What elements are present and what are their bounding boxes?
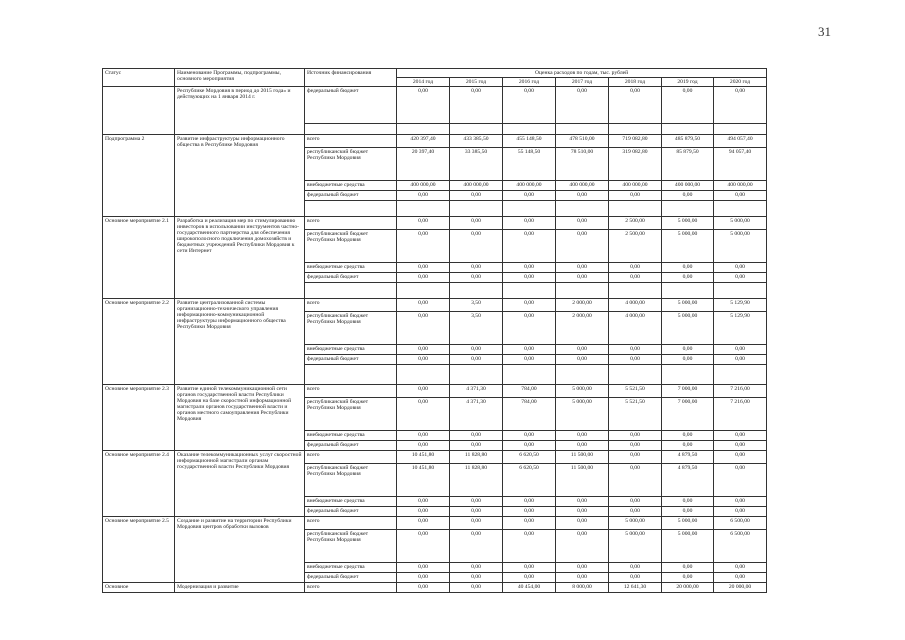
row-value: 0,00: [503, 563, 556, 573]
row-value: 400 000,00: [397, 181, 450, 191]
row-source: внебюджетные средства: [305, 497, 397, 507]
row-value: 0,00: [556, 345, 609, 355]
row-value: 5 000,00: [662, 299, 714, 312]
row-value: 0,00: [556, 563, 609, 573]
row-value: 0,00: [450, 345, 503, 355]
row-value: 7 216,00: [714, 385, 767, 398]
row-value: 0,00: [662, 497, 714, 507]
row-value: 0,00: [450, 517, 503, 530]
budget-body: [103, 87, 767, 593]
row-value: 55 148,50: [503, 148, 556, 181]
row-value: 0,00: [714, 464, 767, 497]
row-value: 0,00: [714, 273, 767, 283]
row-value: 0,00: [397, 345, 450, 355]
row-value: 33 385,50: [450, 148, 503, 181]
spacer-cell: [556, 365, 609, 385]
row-value: 0,00: [503, 441, 556, 451]
row-value: 0,00: [609, 563, 662, 573]
row-value: 20 397,40: [397, 148, 450, 181]
row-value: 0,00: [556, 517, 609, 530]
row-value: 0,00: [397, 583, 450, 593]
row-value: 0,00: [450, 583, 503, 593]
spacer-cell: [503, 365, 556, 385]
row-value: 5 129,90: [714, 299, 767, 312]
row-value: 0,00: [503, 273, 556, 283]
row-value: 719 082,80: [609, 135, 662, 148]
row-source: федеральный бюджет: [305, 273, 397, 283]
spacer-cell: [609, 124, 662, 135]
row-value: 10 451,80: [397, 464, 450, 497]
row-value: 5 000,00: [662, 312, 714, 345]
row-value: 40 454,00: [503, 583, 556, 593]
row-value: 0,00: [503, 217, 556, 230]
row-value: 0,00: [662, 345, 714, 355]
row-value: 0,00: [503, 263, 556, 273]
header-name: Наименование Программы, подпрограммы, основного мероприятия: [175, 69, 305, 87]
row-value: 400 000,00: [714, 181, 767, 191]
row-value: 0,00: [609, 273, 662, 283]
row-value: 7 000,00: [662, 385, 714, 398]
row-value: 0,00: [714, 345, 767, 355]
header-year: 2017 год: [556, 78, 609, 87]
row-source: внебюджетные средства: [305, 431, 397, 441]
row-value: 0,00: [609, 191, 662, 201]
row-value: 0,00: [450, 441, 503, 451]
row-status: Основное мероприятие 2.2: [103, 299, 175, 385]
row-value: 0,00: [397, 530, 450, 563]
row-source: всего: [305, 299, 397, 312]
row-value: 0,00: [609, 431, 662, 441]
spacer-cell: [450, 201, 503, 217]
row-value: 0,00: [397, 263, 450, 273]
row-value: 4 879,50: [662, 464, 714, 497]
row-status: Основное мероприятие 2.4: [103, 451, 175, 517]
row-source: федеральный бюджет: [305, 507, 397, 517]
row-source: республиканский бюджет Республики Мордовия: [305, 530, 397, 563]
row-value: 0,00: [397, 398, 450, 431]
row-value: 0,00: [714, 451, 767, 464]
row-value: 0,00: [503, 355, 556, 365]
row-value: 0,00: [450, 507, 503, 517]
row-source: внебюджетные средства: [305, 563, 397, 573]
spacer-cell: [662, 365, 714, 385]
row-value: 0,00: [450, 573, 503, 583]
header-year: 2018 год: [609, 78, 662, 87]
row-status: Подпрограмма 2: [103, 135, 175, 217]
row-value: 0,00: [397, 385, 450, 398]
row-status: [103, 87, 175, 135]
row-source: федеральный бюджет: [305, 441, 397, 451]
row-source: федеральный бюджет: [305, 573, 397, 583]
row-source: федеральный бюджет: [305, 87, 397, 124]
row-value: 0,00: [503, 230, 556, 263]
budget-table: [102, 68, 767, 593]
row-value: 5 000,00: [662, 230, 714, 263]
row-source: внебюджетные средства: [305, 181, 397, 191]
spacer-cell: [609, 365, 662, 385]
row-value: 0,00: [556, 230, 609, 263]
spacer-cell: [609, 201, 662, 217]
row-value: 0,00: [714, 87, 767, 124]
row-value: 6 620,50: [503, 451, 556, 464]
row-value: 0,00: [609, 507, 662, 517]
row-source: всего: [305, 385, 397, 398]
row-name: Развитие централизованной системы организационно-технического управления информационно-коммуникационной инфраструктуры информационного общества Республики Мордовия: [175, 299, 305, 385]
row-value: 478 510,00: [556, 135, 609, 148]
spacer-cell: [609, 283, 662, 299]
row-value: 0,00: [609, 464, 662, 497]
row-value: 2 500,00: [609, 230, 662, 263]
row-value: 11 828,80: [450, 464, 503, 497]
row-value: 0,00: [503, 312, 556, 345]
row-value: 0,00: [503, 431, 556, 441]
row-value: 5 000,00: [609, 530, 662, 563]
row-value: 0,00: [397, 517, 450, 530]
row-value: 400 000,00: [556, 181, 609, 191]
row-name: Модернизация и развитие: [175, 583, 305, 593]
row-value: 0,00: [503, 517, 556, 530]
row-value: 0,00: [450, 217, 503, 230]
row-value: 0,00: [450, 191, 503, 201]
row-value: 0,00: [662, 191, 714, 201]
spacer-cell: [556, 283, 609, 299]
spacer-cell: [503, 283, 556, 299]
row-value: 0,00: [662, 507, 714, 517]
row-value: 0,00: [556, 191, 609, 201]
row-value: 0,00: [556, 273, 609, 283]
row-value: 0,00: [714, 355, 767, 365]
row-value: 0,00: [450, 87, 503, 124]
row-name: Республике Мордовия в период до 2015 года» и действующих на 1 января 2014 г.: [175, 87, 305, 135]
row-source: республиканский бюджет Республики Мордовия: [305, 398, 397, 431]
row-value: 94 057,40: [714, 148, 767, 181]
row-value: 2 000,00: [556, 312, 609, 345]
row-source: республиканский бюджет Республики Мордовия: [305, 148, 397, 181]
row-source: республиканский бюджет Республики Мордовия: [305, 230, 397, 263]
row-value: 784,00: [503, 398, 556, 431]
spacer-cell: [305, 201, 397, 217]
header-year: 2016 год: [503, 78, 556, 87]
row-value: 0,00: [503, 299, 556, 312]
row-status: Основное: [103, 583, 175, 593]
row-value: 11 500,00: [556, 451, 609, 464]
row-source: всего: [305, 135, 397, 148]
row-value: 0,00: [662, 563, 714, 573]
row-value: 5 000,00: [556, 385, 609, 398]
row-value: 0,00: [397, 431, 450, 441]
row-status: Основное мероприятие 2.3: [103, 385, 175, 451]
row-value: 0,00: [503, 345, 556, 355]
row-value: 0,00: [503, 530, 556, 563]
spacer-cell: [714, 365, 767, 385]
spacer-cell: [450, 365, 503, 385]
row-value: 0,00: [714, 507, 767, 517]
spacer-cell: [714, 124, 767, 135]
header-year: 2014 год: [397, 78, 450, 87]
row-value: 0,00: [556, 87, 609, 124]
row-value: 0,00: [556, 441, 609, 451]
spacer-cell: [662, 201, 714, 217]
row-value: 6 500,00: [714, 517, 767, 530]
row-value: 5 000,00: [662, 530, 714, 563]
row-value: 0,00: [397, 191, 450, 201]
row-value: 0,00: [714, 573, 767, 583]
row-value: 784,00: [503, 385, 556, 398]
table-row: [103, 451, 767, 464]
row-value: 4 000,00: [609, 299, 662, 312]
spacer-cell: [714, 283, 767, 299]
row-value: 5 000,00: [556, 398, 609, 431]
row-source: внебюджетные средства: [305, 345, 397, 355]
spacer-cell: [397, 365, 450, 385]
row-value: 0,00: [397, 273, 450, 283]
row-value: 0,00: [556, 217, 609, 230]
row-value: 0,00: [397, 441, 450, 451]
row-value: 0,00: [556, 530, 609, 563]
table-row: [103, 217, 767, 230]
spacer-cell: [503, 201, 556, 217]
row-value: 0,00: [662, 355, 714, 365]
row-source: внебюджетные средства: [305, 263, 397, 273]
row-status: Основное мероприятие 2.1: [103, 217, 175, 299]
row-value: 0,00: [609, 355, 662, 365]
row-value: 7 216,00: [714, 398, 767, 431]
row-value: 0,00: [714, 191, 767, 201]
row-value: 455 148,50: [503, 135, 556, 148]
row-value: 0,00: [609, 497, 662, 507]
row-value: 6 620,50: [503, 464, 556, 497]
row-value: 0,00: [450, 355, 503, 365]
row-source: федеральный бюджет: [305, 191, 397, 201]
row-value: 0,00: [662, 263, 714, 273]
row-source: всего: [305, 517, 397, 530]
row-value: 433 385,50: [450, 135, 503, 148]
row-value: 0,00: [556, 355, 609, 365]
row-value: 0,00: [556, 263, 609, 273]
header-costs: Оценка расходов по годам, тыс. рублей: [397, 69, 767, 78]
table-row: [103, 517, 767, 530]
row-value: 2 500,00: [609, 217, 662, 230]
row-value: 20 000,00: [714, 583, 767, 593]
row-value: 400 000,00: [503, 181, 556, 191]
row-value: 0,00: [397, 217, 450, 230]
row-value: 0,00: [397, 573, 450, 583]
row-value: 0,00: [662, 273, 714, 283]
row-value: 5 000,00: [714, 217, 767, 230]
spacer-cell: [450, 124, 503, 135]
row-value: 3,50: [450, 299, 503, 312]
row-value: 0,00: [450, 530, 503, 563]
row-value: 78 510,00: [556, 148, 609, 181]
row-name: Развитие единой телекоммуникационной сети органов государственной власти Республики Мордовия на базе скоростной информационной магистрали органов государственной власти и органов местного самоуправления Республики Мордовия: [175, 385, 305, 451]
row-value: 0,00: [609, 87, 662, 124]
table-row: [103, 87, 767, 124]
row-value: 5 521,50: [609, 398, 662, 431]
row-value: 494 057,40: [714, 135, 767, 148]
row-value: 4 879,50: [662, 451, 714, 464]
row-value: 0,00: [556, 431, 609, 441]
row-name: Оказание телекоммуникационных услуг скоростной информационной магистрали органам государственной власти Республики Мордовия: [175, 451, 305, 517]
row-value: 0,00: [450, 263, 503, 273]
row-name: Создание и развитие на территории Республики Мордовия центров обработки вызовов: [175, 517, 305, 583]
row-value: 11 828,80: [450, 451, 503, 464]
row-value: 0,00: [556, 497, 609, 507]
row-value: 0,00: [397, 299, 450, 312]
spacer-cell: [397, 124, 450, 135]
row-value: 0,00: [662, 441, 714, 451]
row-value: 0,00: [397, 563, 450, 573]
row-value: 5 521,50: [609, 385, 662, 398]
row-value: 0,00: [609, 441, 662, 451]
row-value: 0,00: [556, 507, 609, 517]
spacer-cell: [305, 365, 397, 385]
row-value: 0,00: [503, 191, 556, 201]
row-value: 0,00: [662, 431, 714, 441]
row-value: 0,00: [450, 563, 503, 573]
row-value: 0,00: [503, 497, 556, 507]
header-year: 2020 год: [714, 78, 767, 87]
row-value: 0,00: [714, 563, 767, 573]
row-value: 6 500,00: [714, 530, 767, 563]
row-value: 0,00: [397, 497, 450, 507]
row-value: 85 879,50: [662, 148, 714, 181]
row-value: 5 129,90: [714, 312, 767, 345]
row-name: Развитие инфраструктуры информационного общества в Республике Мордовия: [175, 135, 305, 217]
row-source: республиканский бюджет Республики Мордовия: [305, 312, 397, 345]
row-value: 0,00: [397, 230, 450, 263]
row-value: 0,00: [450, 273, 503, 283]
row-value: 12 641,30: [609, 583, 662, 593]
spacer-cell: [503, 124, 556, 135]
row-value: 420 397,40: [397, 135, 450, 148]
row-value: 0,00: [714, 497, 767, 507]
row-value: 0,00: [397, 355, 450, 365]
table-row: [103, 135, 767, 148]
page-number: 31: [818, 24, 831, 39]
row-source: федеральный бюджет: [305, 355, 397, 365]
row-value: 0,00: [503, 507, 556, 517]
spacer-cell: [450, 283, 503, 299]
spacer-cell: [714, 201, 767, 217]
row-value: 8 000,00: [556, 583, 609, 593]
row-value: 0,00: [609, 263, 662, 273]
row-value: 11 500,00: [556, 464, 609, 497]
row-value: 5 000,00: [662, 517, 714, 530]
row-value: 400 000,00: [609, 181, 662, 191]
row-value: 3,50: [450, 312, 503, 345]
row-value: 0,00: [450, 230, 503, 263]
row-value: 0,00: [609, 451, 662, 464]
spacer-cell: [305, 283, 397, 299]
row-value: 5 000,00: [609, 517, 662, 530]
row-value: 5 000,00: [662, 217, 714, 230]
row-value: 2 000,00: [556, 299, 609, 312]
row-value: 5 000,00: [714, 230, 767, 263]
row-value: 0,00: [556, 573, 609, 583]
row-value: 0,00: [714, 431, 767, 441]
row-value: 319 082,80: [609, 148, 662, 181]
row-value: 0,00: [450, 497, 503, 507]
row-value: 485 879,50: [662, 135, 714, 148]
row-value: 0,00: [397, 87, 450, 124]
row-status: Основное мероприятие 2.5: [103, 517, 175, 583]
spacer-cell: [305, 124, 397, 135]
header-year: 2019 год: [662, 78, 714, 87]
row-value: 4 371,30: [450, 385, 503, 398]
row-value: 400 000,00: [662, 181, 714, 191]
row-value: 0,00: [714, 263, 767, 273]
row-value: 0,00: [609, 345, 662, 355]
spacer-cell: [397, 201, 450, 217]
table-row: [103, 583, 767, 593]
row-value: 0,00: [609, 573, 662, 583]
row-name: Разработка и реализация мер по стимулированию инвесторов в использовании инструментов частно-государственного партнерства для обеспечения широкополосного подключения домохозяйств и бюджетных учреждений Республики Мордовия к сети Интернет: [175, 217, 305, 299]
row-source: всего: [305, 217, 397, 230]
row-value: 20 000,00: [662, 583, 714, 593]
row-value: 0,00: [662, 87, 714, 124]
header-year: 2015 год: [450, 78, 503, 87]
row-value: 4 371,30: [450, 398, 503, 431]
spacer-cell: [662, 283, 714, 299]
spacer-cell: [397, 283, 450, 299]
row-value: 10 451,80: [397, 451, 450, 464]
spacer-cell: [556, 124, 609, 135]
table-row: [103, 299, 767, 312]
row-value: 4 000,00: [609, 312, 662, 345]
row-value: 0,00: [503, 573, 556, 583]
table-row: [103, 385, 767, 398]
row-value: 400 000,00: [450, 181, 503, 191]
row-source: всего: [305, 583, 397, 593]
row-value: 0,00: [397, 312, 450, 345]
row-value: 0,00: [397, 507, 450, 517]
row-value: 0,00: [450, 431, 503, 441]
header-source: Источник финансирования: [305, 69, 397, 87]
row-value: 0,00: [662, 573, 714, 583]
row-source: республиканский бюджет Республики Мордовия: [305, 464, 397, 497]
row-value: 0,00: [714, 441, 767, 451]
spacer-cell: [662, 124, 714, 135]
row-value: 7 000,00: [662, 398, 714, 431]
spacer-cell: [556, 201, 609, 217]
row-value: 0,00: [503, 87, 556, 124]
header-status: Статус: [103, 69, 175, 87]
row-source: всего: [305, 451, 397, 464]
